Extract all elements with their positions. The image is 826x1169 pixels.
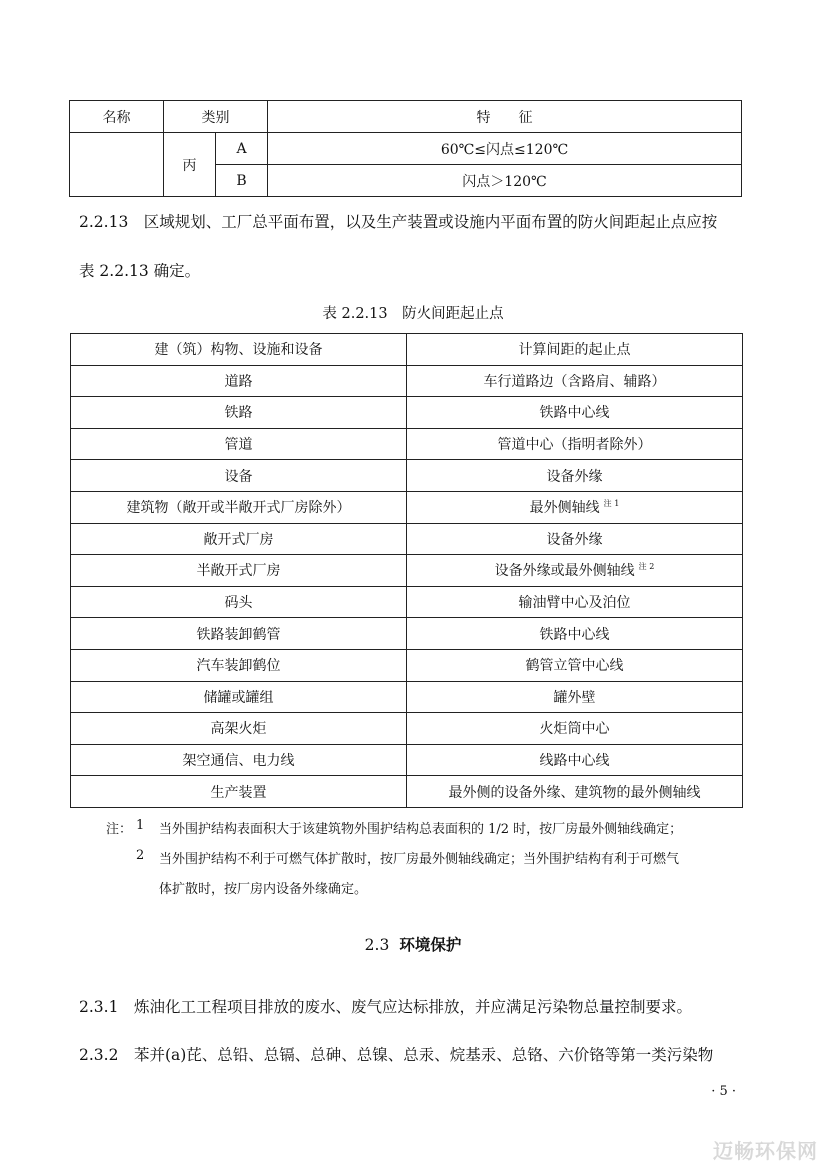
start-point-text: 线路中心线 [539, 753, 610, 770]
header-name: 名称 [70, 101, 164, 133]
start-point-cell [407, 555, 743, 587]
group-cell: 丙 [164, 133, 216, 197]
start-point-text: 铁路中心线 [539, 405, 610, 422]
table-row [71, 491, 743, 523]
table-row [71, 713, 743, 745]
header-start-point: 计算间距的起止点 [407, 334, 743, 366]
start-point-text: 鹤管立管中心线 [525, 658, 624, 675]
structure-cell: 敞开式厂房 [71, 523, 407, 555]
table-body [71, 365, 743, 807]
structure-cell: 高架火炬 [71, 713, 407, 745]
table-row [71, 460, 743, 492]
start-point-text: 最外侧轴线 [529, 500, 600, 517]
sub-cell: B [216, 165, 268, 197]
table-row [71, 681, 743, 713]
section-title: 环境保护 [399, 936, 462, 954]
clause-2-2-13-line2: 表 2.2.13 确定。 [79, 262, 201, 280]
section-number: 2.3 [364, 936, 390, 954]
table-header-row [71, 334, 743, 366]
table-row [71, 649, 743, 681]
feature-cell: 60℃≤闪点≤120℃ [268, 133, 742, 165]
start-point-cell [407, 744, 743, 776]
structure-cell: 铁路装卸鹤管 [71, 618, 407, 650]
structure-cell: 管道 [71, 428, 407, 460]
structure-cell: 建筑物（敞开或半敞开式厂房除外） [71, 491, 407, 523]
start-point-text: 车行道路边（含路肩、辅路） [483, 373, 666, 390]
structure-cell: 储罐或罐组 [71, 681, 407, 713]
structure-cell: 生产装置 [71, 776, 407, 808]
start-point-cell [407, 460, 743, 492]
clause-2-2-13-line1: 2.2.13 区域规划、工厂总平面布置，以及生产装置或设施内平面布置的防火间距起止点应按 [79, 213, 718, 231]
section-heading [0, 933, 826, 955]
structure-cell: 架空通信、电力线 [71, 744, 407, 776]
structure-cell: 半敞开式厂房 [71, 555, 407, 587]
table-row [71, 365, 743, 397]
start-point-text: 铁路中心线 [539, 626, 610, 643]
start-point-text: 输油臂中心及泊位 [518, 595, 631, 612]
table-row [71, 618, 743, 650]
start-point-text: 火炬筒中心 [539, 721, 610, 738]
note-1-number: 1 [136, 818, 145, 833]
structure-cell: 码头 [71, 586, 407, 618]
start-point-text: 罐外壁 [553, 689, 596, 706]
start-point-cell [407, 365, 743, 397]
table-row [71, 397, 743, 429]
feature-cell: 闪点＞120℃ [268, 165, 742, 197]
table-row [71, 428, 743, 460]
header-structure: 建（筑）构物、设施和设备 [71, 334, 407, 366]
note-1-text: 当外围护结构表面积大于该建筑物外围护结构总表面积的 1/2 时，按厂房最外侧轴线确定； [159, 822, 683, 837]
page-number: · 5 · [711, 1084, 736, 1099]
start-point-cell [407, 776, 743, 808]
start-point-cell [407, 523, 743, 555]
header-feature: 特 征 [268, 101, 742, 133]
start-point-text: 设备外缘或最外侧轴线 [494, 563, 635, 580]
classification-table [69, 100, 742, 197]
fire-distance-table [70, 333, 743, 808]
watermark-logo: 迈畅环保网 [713, 1139, 818, 1163]
start-point-text: 设备外缘 [546, 531, 603, 548]
start-point-cell [407, 491, 743, 523]
table-row [70, 133, 742, 165]
structure-cell: 铁路 [71, 397, 407, 429]
clause-2-3-2: 2.3.2 苯并(a)芘、总铅、总镉、总砷、总镍、总汞、烷基汞、总铬、六价铬等第一类污染物 [79, 1046, 714, 1064]
header-category: 类别 [164, 101, 268, 133]
table-caption: 表 2.2.13 防火间距起止点 [322, 306, 504, 322]
note-2-number: 2 [136, 848, 145, 863]
start-point-text: 管道中心（指明者除外） [497, 437, 652, 454]
start-point-text: 最外侧的设备外缘、建筑物的最外侧轴线 [448, 784, 701, 801]
note-2-text-line1: 当外围护结构不利于可燃气体扩散时，按厂房最外侧轴线确定；当外围护结构有利于可燃气 [159, 852, 680, 867]
note-ref: 注 1 [603, 499, 620, 509]
structure-cell: 道路 [71, 365, 407, 397]
start-point-cell [407, 649, 743, 681]
note-ref: 注 2 [638, 562, 655, 572]
table-row [71, 586, 743, 618]
start-point-cell [407, 586, 743, 618]
note-label: 注： [106, 822, 133, 837]
start-point-text: 设备外缘 [546, 468, 603, 485]
start-point-cell [407, 713, 743, 745]
sub-cell: A [216, 133, 268, 165]
table-row [71, 523, 743, 555]
clause-2-3-1: 2.3.1 炼油化工工程项目排放的废水、废气应达标排放，并应满足污染物总量控制要求。 [79, 998, 692, 1016]
note-2-text-line2: 体扩散时，按厂房内设备外缘确定。 [159, 882, 368, 897]
start-point-cell [407, 681, 743, 713]
table-row [71, 744, 743, 776]
table-row [71, 555, 743, 587]
start-point-cell [407, 618, 743, 650]
start-point-cell [407, 428, 743, 460]
structure-cell: 汽车装卸鹤位 [71, 649, 407, 681]
table-row [71, 776, 743, 808]
empty-name-cell [70, 133, 164, 197]
table-header-row [70, 101, 742, 133]
structure-cell: 设备 [71, 460, 407, 492]
start-point-cell [407, 397, 743, 429]
